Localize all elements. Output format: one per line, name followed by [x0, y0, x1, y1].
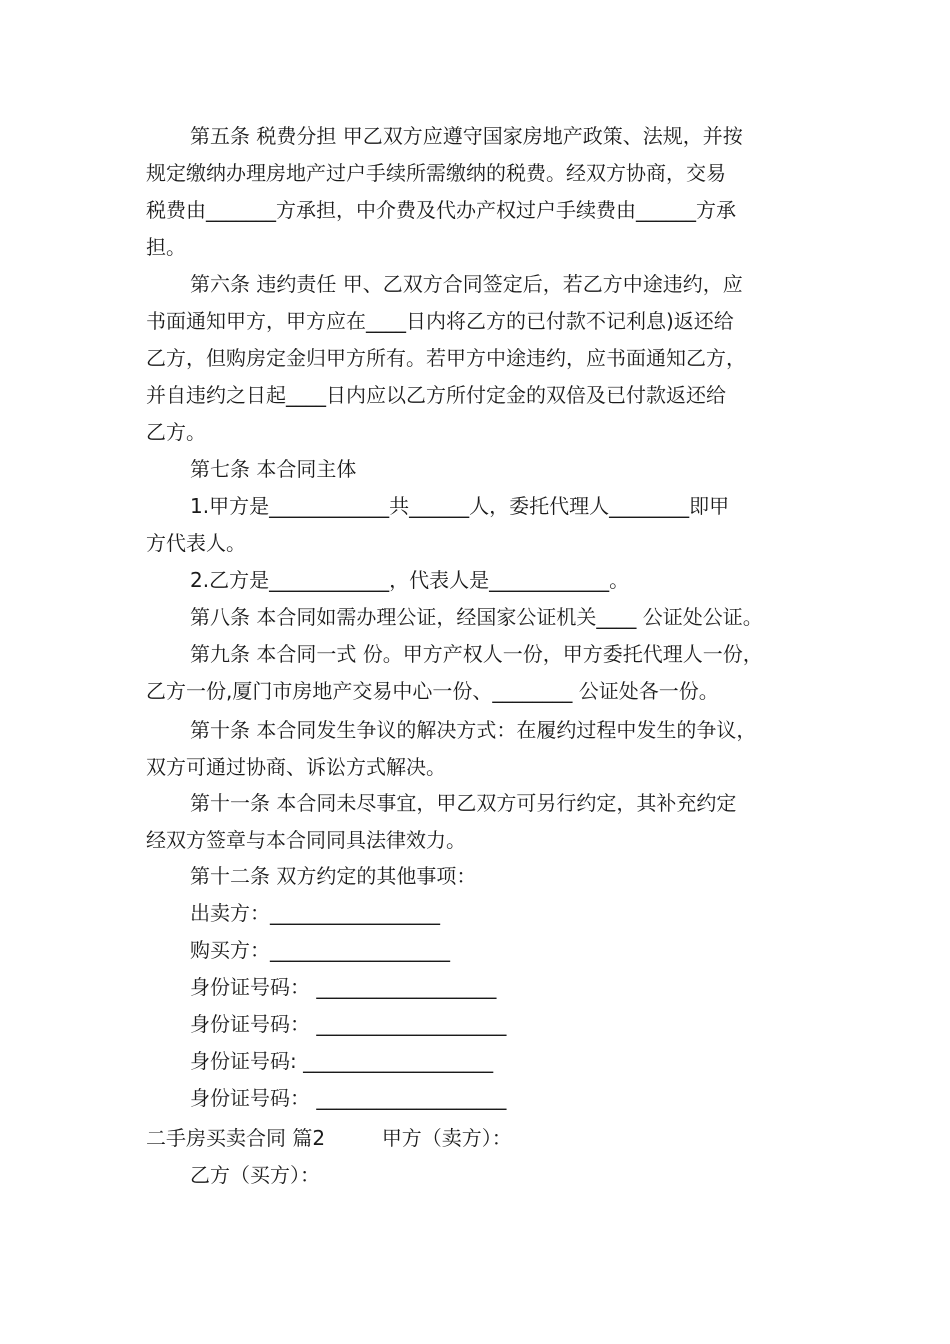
article-5-line-4: 担。: [146, 235, 186, 259]
article-12-block: [146, 858, 814, 1117]
article-7-item-1-line-1: 1.甲方是____________共______人，委托代理人________即甲: [190, 494, 730, 518]
article-6: [146, 266, 814, 451]
article-11-line-1: 第十一条 本合同未尽事宜，甲乙双方可另行约定，其补充约定: [190, 791, 737, 815]
article-5-line-1: 第五条 税费分担 甲乙双方应遵守国家房地产政策、法规，并按: [190, 124, 743, 148]
article-7: [146, 451, 814, 599]
article-6-line-4: 并自违约之日起____日内应以乙方所付定金的双倍及已付款返还给: [146, 383, 726, 407]
article-7-item-1-line-2: 方代表人。: [146, 531, 246, 555]
article-9: [146, 636, 814, 710]
article-6-line-1: 第六条 违约责任 甲、乙双方合同签定后，若乙方中途违约，应: [190, 272, 743, 296]
article-5-line-2: 规定缴纳办理房地产过户手续所需缴纳的税费。经双方协商，交易: [146, 161, 726, 185]
id-number-field-2: 身份证号码： ___________________: [190, 1012, 507, 1036]
party-b-block: [146, 1157, 814, 1194]
article-8-line: 第八条 本合同如需办理公证，经国家公证机关____ 公证处公证。: [190, 605, 763, 629]
id-number-field-4: 身份证号码： ___________________: [190, 1086, 507, 1110]
article-6-line-3: 乙方，但购房定金归甲方所有。若甲方中途违约，应书面通知乙方，: [146, 346, 746, 370]
article-9-line-2: 乙方一份,厦门市房地产交易中心一份、________ 公证处各一份。: [146, 679, 719, 703]
buyer-field: 购买方：__________________: [190, 938, 450, 962]
seller-field: 出卖方：_________________: [190, 901, 440, 925]
id-number-field-1: 身份证号码： __________________: [190, 975, 497, 999]
article-10: [146, 712, 814, 786]
section-2-title: 二手房买卖合同 篇2: [146, 1126, 326, 1150]
article-9-line-1: 第九条 本合同一式 份。甲方产权人一份，甲方委托代理人一份，: [190, 642, 763, 666]
article-7-title: 第七条 本合同主体: [190, 457, 357, 481]
article-10-line-2: 双方可通过协商、诉讼方式解决。: [146, 755, 446, 779]
party-b-label: 乙方（买方）：: [190, 1163, 320, 1187]
party-a-label: 甲方（卖方）：: [381, 1126, 512, 1150]
article-12-title: 第十二条 双方约定的其他事项：: [190, 864, 477, 888]
article-11: [146, 785, 814, 859]
article-5: [146, 118, 814, 266]
id-number-field-3: 身份证号码: ___________________: [190, 1049, 494, 1073]
section-2-heading-row: [146, 1120, 512, 1157]
article-8: [146, 599, 814, 636]
article-10-line-1: 第十条 本合同发生争议的解决方式：在履约过程中发生的争议，: [190, 718, 757, 742]
article-6-line-5: 乙方。: [146, 420, 206, 444]
article-6-line-2: 书面通知甲方，甲方应在____日内将乙方的已付款不记利息)返还给: [146, 309, 734, 333]
article-5-line-3: 税费由_______方承担，中介费及代办产权过户手续费由______方承: [146, 198, 736, 222]
article-11-line-2: 经双方签章与本合同同具法律效力。: [146, 828, 466, 852]
article-7-item-2: 2.乙方是____________，代表人是____________。: [190, 568, 630, 592]
